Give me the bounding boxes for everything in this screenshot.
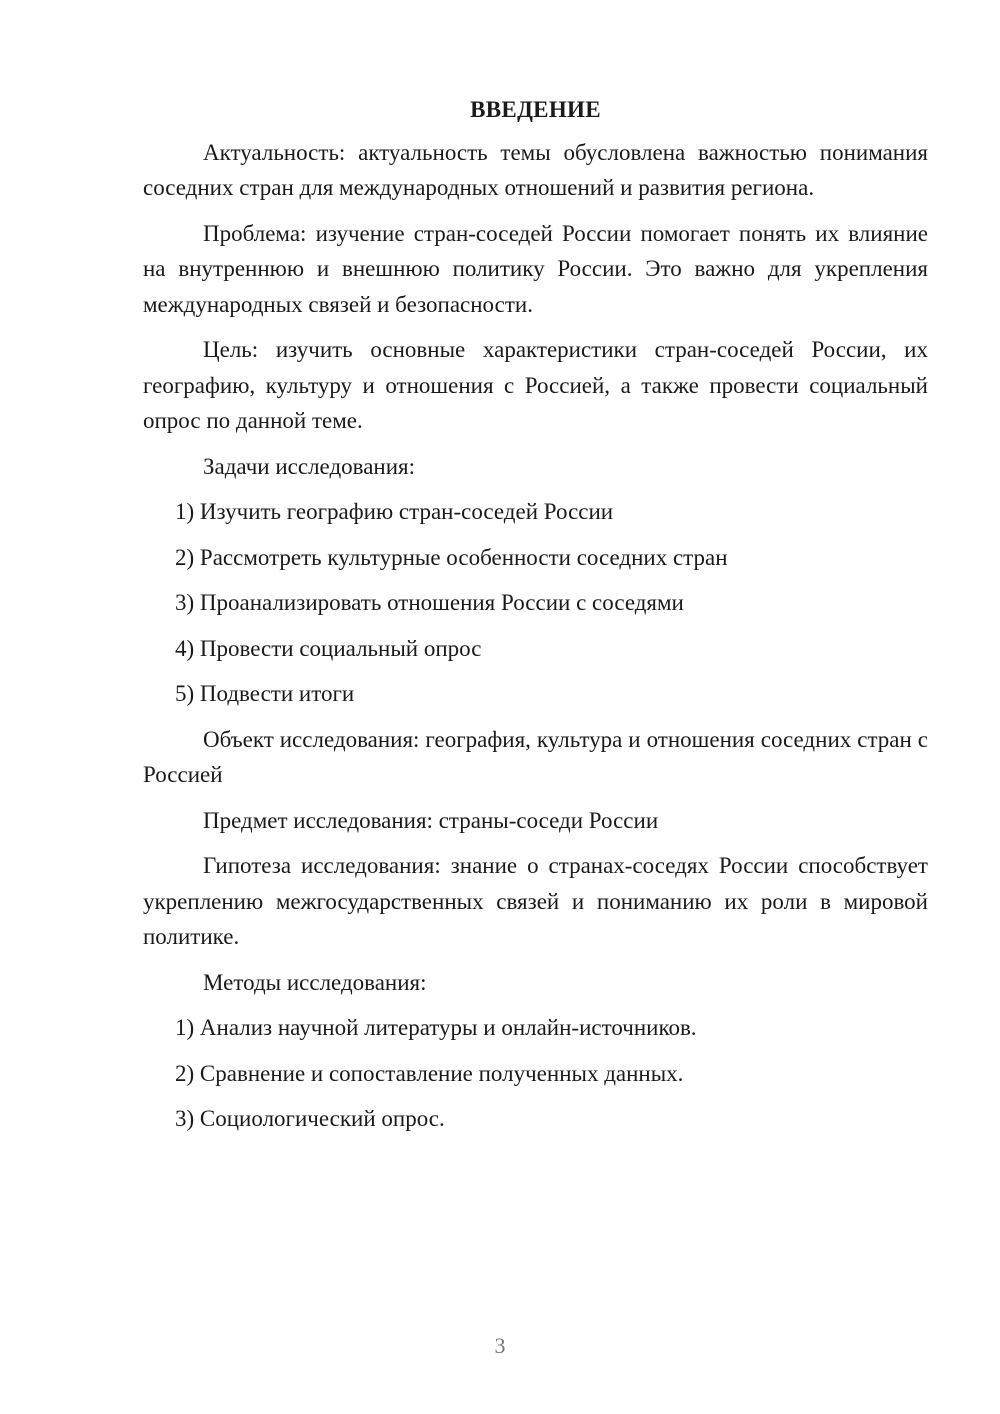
list-item: 1) Анализ научной литературы и онлайн-источников. [175,1015,697,1040]
list-item: 1) Изучить географию стран-соседей России [175,499,614,524]
tasks-list [143,494,928,712]
object-paragraph: Объект исследования: география, культура и отношения соседних стран с Россией [143,726,928,787]
hypothesis-paragraph: Гипотеза исследования: знание о странах-соседях России способствует укреплению межгосударственных связей и пониманию их роли в мировой политике. [143,853,928,949]
list-item: 3) Проанализировать отношения России с соседями [175,590,684,615]
problem-paragraph: Проблема: изучение стран-соседей России помогает понять их влияние на внутреннюю и внешнюю политику России. Это важно для укрепления международных связей и безопасности. [143,220,928,317]
subject-paragraph: Предмет исследования: страны-соседи России [203,807,659,833]
list-item: 3) Социологический опрос. [175,1106,445,1131]
list-item: 4) Провести социальный опрос [175,635,482,661]
relevance-paragraph: Актуальность: актуальность темы обусловлена важностью понимания соседних стран для международных отношений и развития региона. [143,139,928,200]
page-title: ВВЕДЕНИЕ [470,97,601,122]
goal-paragraph: Цель: изучить основные характеристики стран-соседей России, их географию, культуру и отношения с Россией, а также провести социальный опрос по данной теме. [143,337,928,433]
list-item: 2) Сравнение и сопоставление полученных данных. [175,1060,684,1086]
methods-heading: Методы исследования: [203,969,427,995]
list-item: 2) Рассмотреть культурные особенности соседних стран [175,544,728,570]
document-page [143,92,928,1147]
page-number: 3 [494,1333,506,1358]
tasks-heading: Задачи исследования: [203,453,416,479]
list-item: 5) Подвести итоги [175,681,355,706]
methods-list [143,1010,928,1137]
